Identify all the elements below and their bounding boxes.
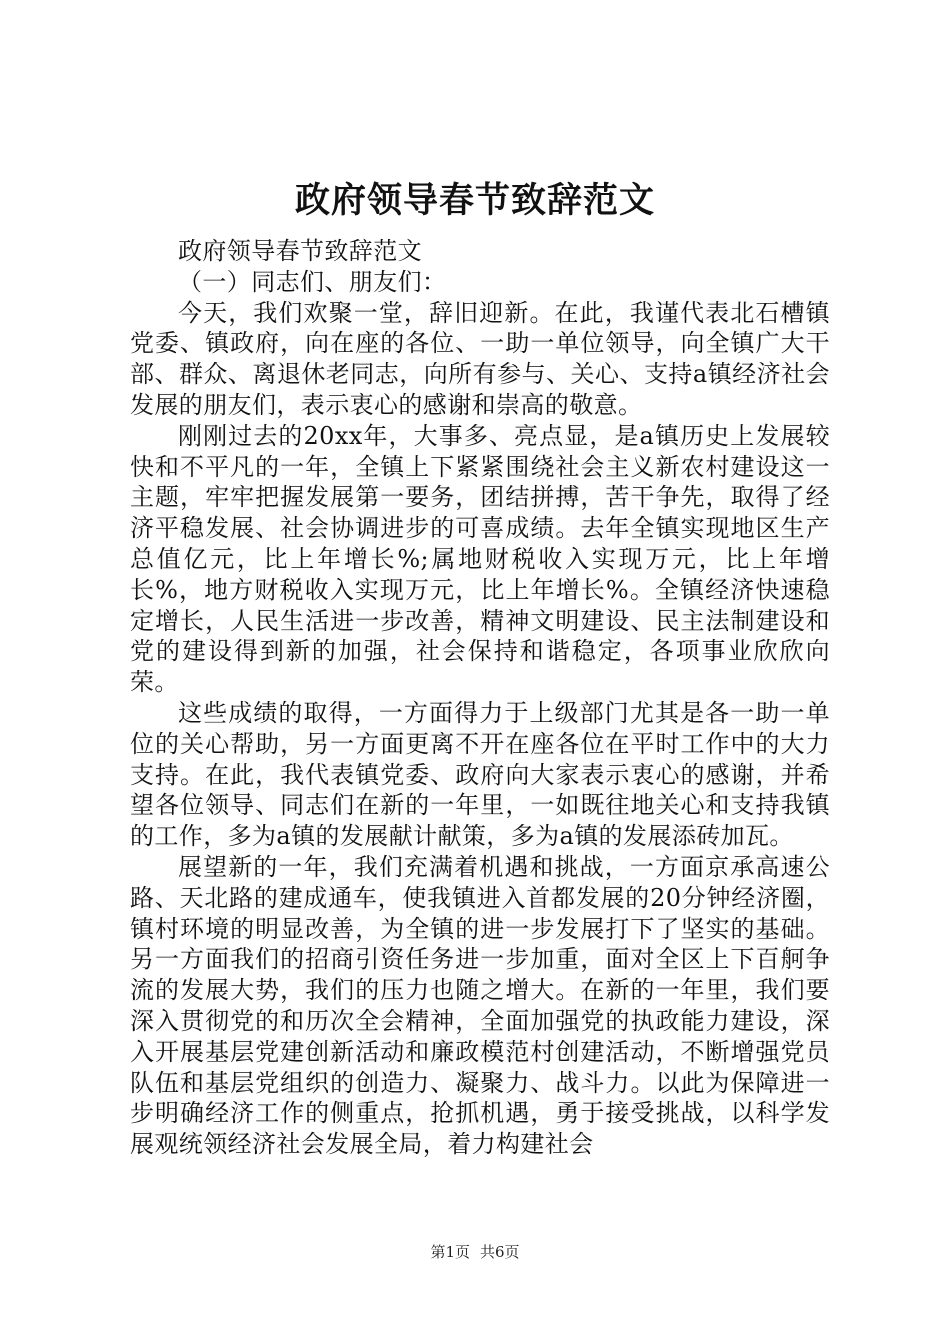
page-number: 第1页 (430, 1243, 470, 1261)
document-title: 政府领导春节致辞范文 (294, 180, 655, 221)
paragraph-subtitle: 政府领导春节致辞范文 (178, 237, 422, 265)
paragraph-outlook: 展望新的一年，我们充满着机遇和挑战，一方面京承高速公路、天北路的建成通车，使我镇进入首都发展的20分钟经济圈，镇村环境的明显改善，为全镇的进一步发展打下了坚实的基础。另一方面我们的招商引资任务进一步加重，面对全区上下百舸争流的发展大势，我们的压力也随之增大。在新的一年里，我们要深入贯彻党的和历次全会精神，全面加强党的执政能力建设，深入开展基层党建创新活动和廉政模范村创建活动，不断增强党员队伍和基层党组织的创造力、凝聚力、战斗力。以此为保障进一步明确经济工作的侧重点，抢抓机遇，勇于接受挑战，以科学发展观统领经济社会发展全局，着力构建社会 (130, 852, 830, 1159)
paragraph-review: 刚刚过去的20xx年，大事多、亮点显，是a镇历史上发展较快和不平凡的一年，全镇上下紧紧围绕社会主义新农村建设这一主题，牢牢把握发展第一要务，团结拼搏，苦干争先，取得了经济平稳发展、社会协调进步的可喜成绩。去年全镇实现地区生产总值亿元，比上年增长%;属地财税收入实现万元，比上年增长%，地方财税收入实现万元，比上年增长%。全镇经济快速稳定增长，人民生活进一步改善，精神文明建设、民主法制建设和党的建设得到新的加强，社会保持和谐稳定，各项事业欣欣向荣。 (130, 421, 830, 697)
paragraph-thanks: 这些成绩的取得，一方面得力于上级部门尤其是各一助一单位的关心帮助，另一方面更离不开在座各位在平时工作中的大力支持。在此，我代表镇党委、政府向大家表示衷心的感谢，并希望各位领导、同志们在新的一年里，一如既往地关心和支持我镇的工作，多为a镇的发展献计献策，多为a镇的发展添砖加瓦。 (130, 698, 830, 851)
page-total: 共6页 (480, 1243, 520, 1261)
page-footer (0, 1242, 950, 1262)
document-body (130, 236, 830, 1160)
paragraph-greeting: 今天，我们欢聚一堂，辞旧迎新。在此，我谨代表北石槽镇党委、镇政府，向在座的各位、一助一单位领导，向全镇广大干部、群众、离退休老同志，向所有参与、关心、支持a镇经济社会发展的朋友们，表示衷心的感谢和崇高的敬意。 (130, 298, 830, 419)
paragraph-salutation: （一）同志们、朋友们： (178, 267, 447, 296)
